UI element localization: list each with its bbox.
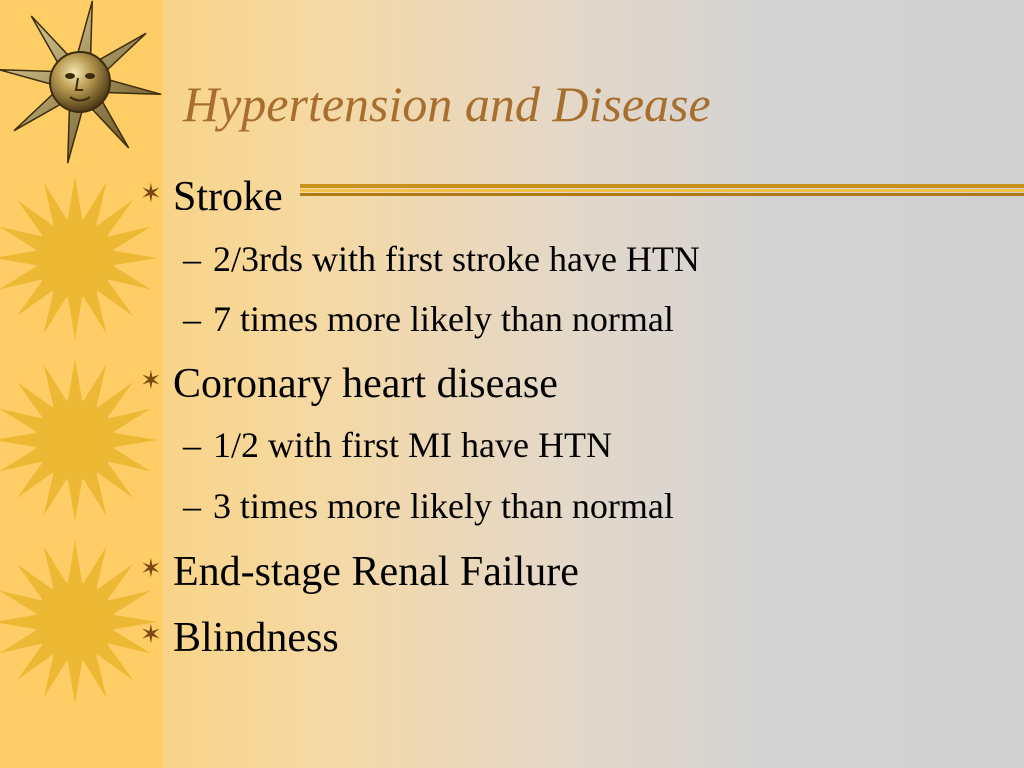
bullet-text: 3 times more likely than normal xyxy=(213,486,674,526)
bullet-text: End-stage Renal Failure xyxy=(173,549,579,595)
star-bullet-icon: ✶ xyxy=(140,620,162,649)
bullet-item xyxy=(140,545,579,596)
bullet-item xyxy=(140,611,339,662)
dash-bullet-icon: – xyxy=(183,486,201,526)
bullet-text: 1/2 with first MI have HTN xyxy=(213,425,612,465)
dash-bullet-icon: – xyxy=(183,239,201,279)
slide-title: Hypertension and Disease xyxy=(183,76,711,132)
sub-bullet-item xyxy=(183,484,674,528)
dash-bullet-icon: – xyxy=(183,299,201,339)
bullet-text: Blindness xyxy=(173,615,339,661)
star-bullet-icon: ✶ xyxy=(140,366,162,395)
sub-bullet-item xyxy=(183,237,700,281)
star-bullet-icon: ✶ xyxy=(140,179,162,208)
sub-bullet-item xyxy=(183,297,674,341)
bullet-text: 2/3rds with first stroke have HTN xyxy=(213,239,700,279)
dash-bullet-icon: – xyxy=(183,425,201,465)
bullet-text: 7 times more likely than normal xyxy=(213,299,674,339)
bullet-item xyxy=(140,357,558,408)
bullet-text: Stroke xyxy=(173,174,283,220)
bullet-text: Coronary heart disease xyxy=(173,361,558,407)
sub-bullet-item xyxy=(183,423,612,467)
bullet-item xyxy=(140,170,283,221)
star-bullet-icon: ✶ xyxy=(140,554,162,583)
